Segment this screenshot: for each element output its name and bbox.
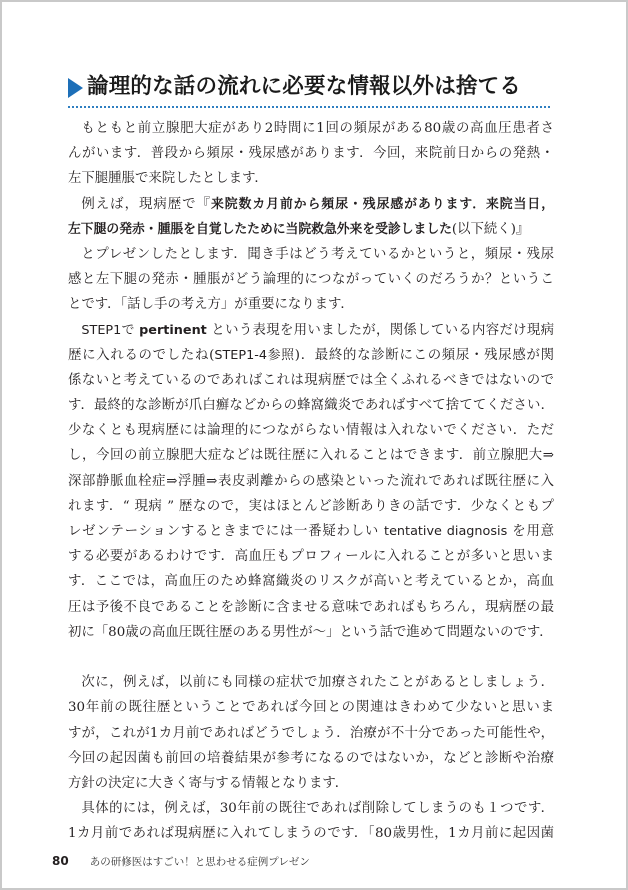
page-footer (52, 850, 310, 870)
text-line: 初に「80歳の高血圧既往歴のある男性が〜」という話で進めて問題ないのです． (68, 624, 553, 640)
text-line (68, 217, 554, 242)
text-line: 左下腿腫脹で来院したとします． (68, 171, 268, 187)
text-line: 圧は予後不良であることを診断に含ませる意味であればもちろん，現病歴の最 (68, 599, 554, 615)
text-run: )．最終的な診断にこの頻尿・残尿感が関 (294, 347, 554, 363)
text-line (68, 343, 554, 368)
page-number: 80 (52, 854, 69, 868)
bold-quote: 来院数カ月前から頻尿・残尿感があります．来院当日， (210, 196, 555, 212)
text-run: 例えば，現病歴で『 (81, 196, 211, 212)
text-line: 少なくとも現病歴には論理的につながらない情報は入れないでください．ただ (68, 423, 554, 439)
term-tentative-diagnosis: tentative diagnosis (384, 524, 508, 539)
text-run: (以下続く)』 (451, 221, 530, 237)
text-line: し，今回の前立腺肥大症などは既往歴に入れることはできます．前立腺肥大⇒ (68, 448, 554, 464)
text-line: すが，これが1カ月前であればどうでしょう．治療が不十分であった可能性や， (68, 725, 554, 741)
text-line: する必要があるわけです．高血圧もプロフィールに入れることが多いと思いま (68, 549, 554, 565)
text-line: す．最終的な診断が爪白癬などからの蜂窩織炎であればすべて捨ててください． (68, 398, 554, 414)
text-line (68, 318, 554, 343)
text-run: レゼンテーションするときまでには一番疑わしい (68, 524, 385, 539)
text-line: 今回の起因菌も前回の培養結果が参考になるのではないか，などと診断や治療 (68, 750, 554, 766)
text-line: 方針の決定に大きく寄与する情報となります． (68, 775, 349, 791)
step-reference: STEP1-4参照 (214, 347, 295, 363)
text-line: 深部静脈血栓症⇒浮腫⇒表皮剥離からの感染といった流れであれば既往歴に入 (68, 473, 554, 489)
text-line: 次に，例えば，以前にも同様の症状で加療されたことがあるとしましょう． (81, 675, 554, 691)
text-line: 具体的には，例えば，30年前の既往であれば削除してしまうのも１つです． (81, 801, 554, 817)
text-line: す．ここでは，高血圧のため蜂窩織炎のリスクが高いと考えているとか，高血 (68, 574, 554, 590)
text-line: 係ないと考えているのであればこれは現病歴では全くふれるべきではないので (68, 372, 554, 388)
text-run: 歴に入れるのでしたね( (68, 347, 215, 363)
running-title: あの研修医はすごい！と思わせる症例プレゼン (89, 856, 310, 868)
text-line: んがいます．普段から頻尿・残尿感があります．今回，来院前日からの発熱・ (68, 146, 554, 162)
paragraph-gap (68, 645, 554, 670)
text-run: という表現を用いましたが，関係している内容だけ現病 (206, 322, 554, 338)
term-pertinent: pertinent (139, 322, 207, 338)
section-title: 論理的な話の流れに必要な情報以外は捨てる (87, 74, 522, 99)
text-run: STEP1で (81, 322, 140, 338)
text-line: れます．“ 現病 ” 歴なので，実はほとんど診断ありきの話です．少なくともプ (68, 498, 554, 514)
bold-quote: 左下腿の発赤・腫脹を自覚したために当院救急外来を受診しました (68, 221, 452, 237)
triangle-right-icon (68, 78, 83, 98)
text-line (68, 519, 554, 544)
text-line (68, 192, 554, 217)
text-line: とです．「話し手の考え方」が重要になります． (68, 297, 354, 313)
text-line: 30年前の既往歴ということであれば今回との関連はきわめて少ないと思いま (68, 700, 554, 716)
section-heading (68, 72, 550, 108)
text-line: 感と左下腿の発赤・腫脹がどう論理的につながっていくのだろうか？というこ (68, 272, 554, 288)
text-run: を用意 (507, 524, 554, 539)
text-line: 1カ月前であれば現病歴に入れてしまうのです．「80歳男性，1カ月前に起因菌 (68, 826, 554, 842)
text-line: とプレゼンしたとします．聞き手はどう考えているかというと，頻尿・残尿 (81, 246, 554, 262)
text-line: もともと前立腺肥大症があり2時間に1回の頻尿がある80歳の高血圧患者さ (81, 121, 554, 136)
body-text (68, 116, 554, 846)
